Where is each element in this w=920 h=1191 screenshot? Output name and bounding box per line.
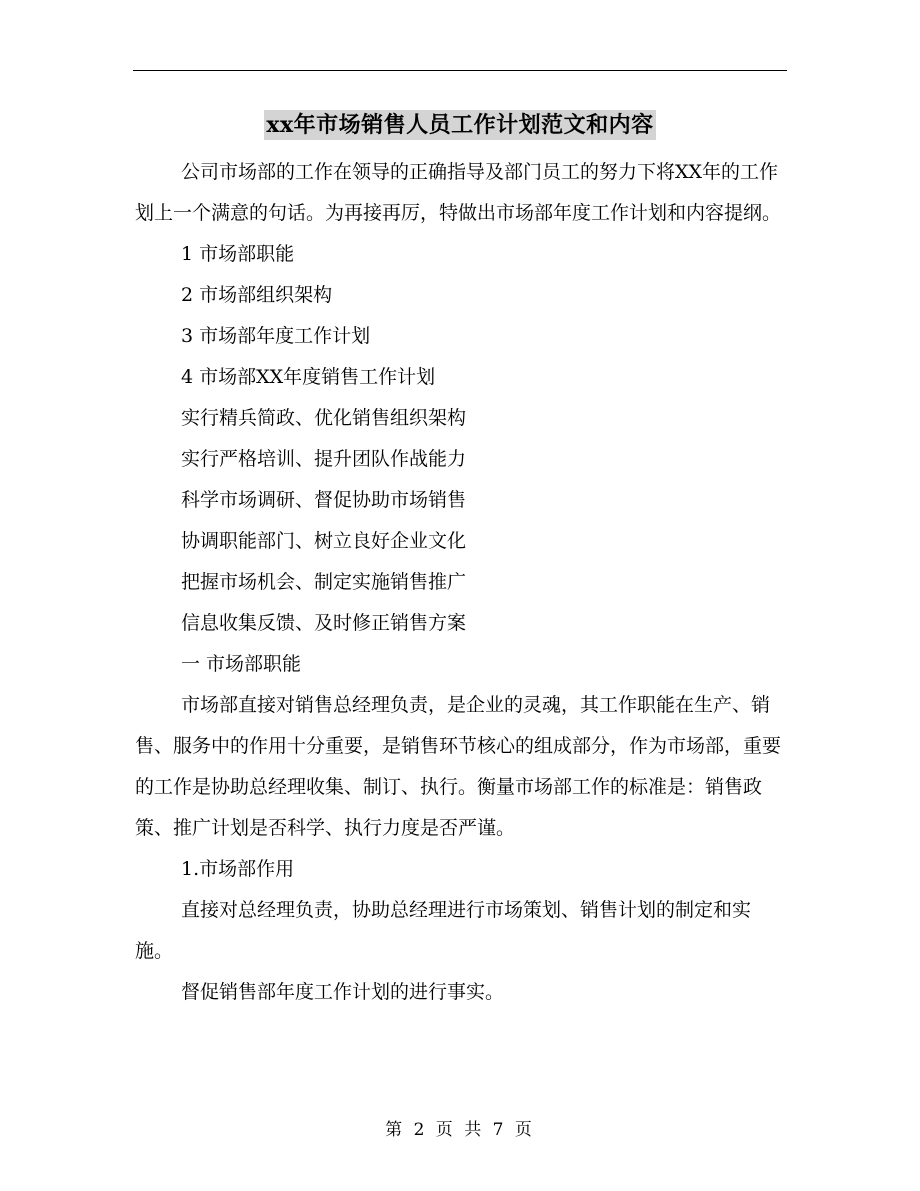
outline-item: 信息收集反馈、及时修正销售方案 bbox=[181, 612, 467, 634]
subsection-paragraph: 直接对总经理负责，协助总经理进行市场策划、销售计划的制定和实施。 bbox=[135, 899, 752, 962]
document-title: xx年市场销售人员工作计划范文和内容 bbox=[266, 112, 654, 138]
outline-item: 4 市场部XX年度销售工作计划 bbox=[181, 366, 436, 388]
header-rule bbox=[133, 70, 787, 71]
intro-paragraph: 公司市场部的工作在领导的正确指导及部门员工的努力下将XX年的工作划上一个满意的句话。为再接再厉，特做出市场部年度工作计划和内容提纲。 bbox=[135, 161, 782, 224]
outline-item: 把握市场机会、制定实施销售推广 bbox=[181, 571, 467, 593]
outline-item: 1 市场部职能 bbox=[181, 243, 295, 265]
outline-item: 协调职能部门、树立良好企业文化 bbox=[181, 530, 467, 552]
document-body bbox=[135, 152, 785, 1013]
subsection-paragraph: 督促销售部年度工作计划的进行事实。 bbox=[181, 981, 505, 1003]
outline-item: 2 市场部组织架构 bbox=[181, 284, 333, 306]
page-footer: 第 2 页 共 7 页 bbox=[385, 1120, 535, 1140]
outline-item: 科学市场调研、督促协助市场销售 bbox=[181, 489, 467, 511]
section-heading: 一 市场部职能 bbox=[181, 653, 302, 675]
outline-item: 实行精兵简政、优化销售组织架构 bbox=[181, 407, 467, 429]
outline-item: 3 市场部年度工作计划 bbox=[181, 325, 371, 347]
title-container bbox=[0, 110, 920, 140]
section-paragraph: 市场部直接对销售总经理负责，是企业的灵魂，其工作职能在生产、销售、服务中的作用十分重要，是销售环节核心的组成部分，作为市场部，重要的工作是协助总经理收集、制订、执行。衡量市场部工作的标准是：销售政策、推广计划是否科学、执行力度是否严谨。 bbox=[135, 694, 782, 839]
subsection-heading: 1.市场部作用 bbox=[181, 858, 295, 880]
outline-item: 实行严格培训、提升团队作战能力 bbox=[181, 448, 467, 470]
